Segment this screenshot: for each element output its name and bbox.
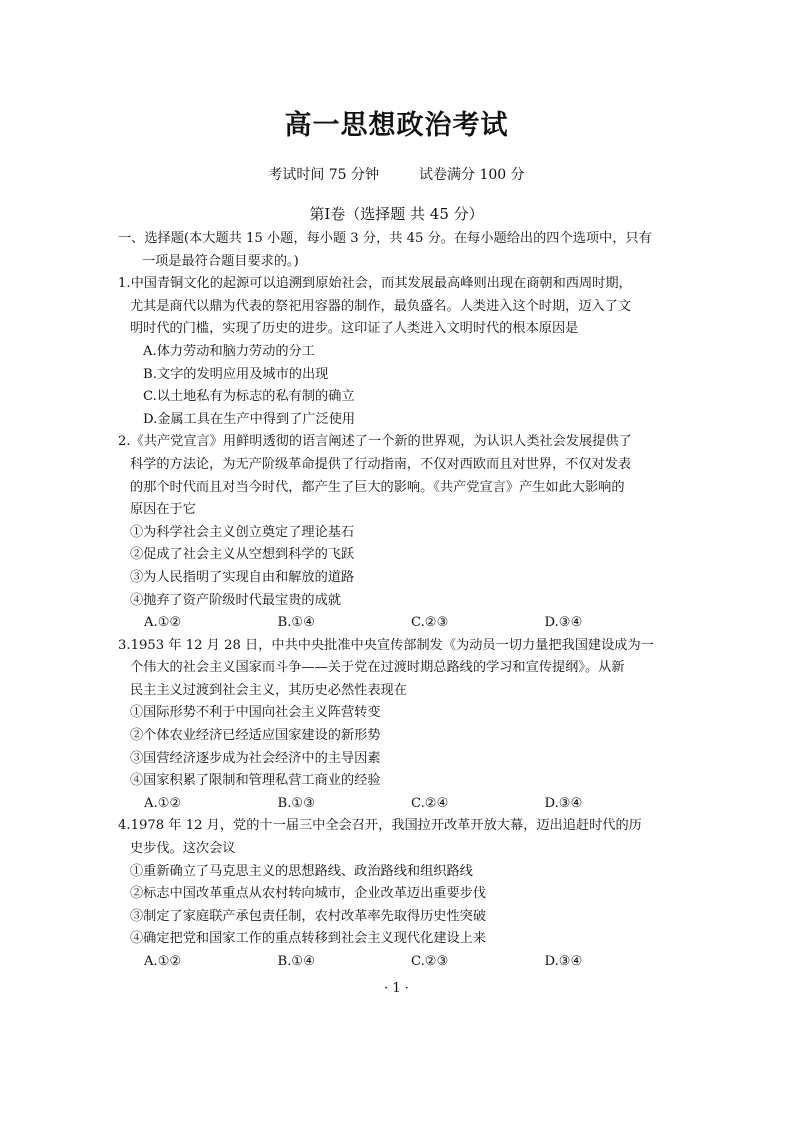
choice-c: C.②③	[411, 954, 449, 969]
choice-c: C.②③	[411, 615, 449, 631]
statement-4: ④确定把党和国家工作的重点转移到社会主义现代化建设上来	[130, 931, 487, 947]
statement-3: ③制定了家庭联产承包责任制，农村改革率先取得历史性突破	[130, 908, 487, 924]
section-heading: 第Ⅰ卷（选择题 共 45 分）	[309, 205, 484, 223]
question-stem: 史步伐。这次会议	[130, 841, 236, 857]
question-4	[118, 815, 678, 973]
question-stem: 尤其是商代以鼎为代表的祭祀用容器的制作，最负盛名。人类进入这个时期，迈入了文	[130, 298, 632, 314]
choice-d: D.③④	[544, 954, 583, 969]
statement-1: ①国际形势不利于中国向社会主义阵营转变	[130, 705, 381, 721]
statement-2: ②标志中国改革重点从农村转向城市，企业改革迈出重要步伐	[130, 886, 487, 902]
question-stem: 科学的方法论，为无产阶级革命提供了行动指南，不仅对西欧而且对世界，不仅对发表	[130, 456, 632, 472]
choice-a: A.①②	[144, 615, 182, 631]
statement-3: ③国营经济逐步成为社会经济中的主导因素	[130, 750, 381, 766]
question-stem: 1.中国青铜文化的起源可以追溯到原始社会，而其发展最高峰则出现在商朝和西周时期，	[118, 276, 632, 292]
statement-2: ②个体农业经济已经适应国家建设的新形势	[130, 728, 381, 744]
page-number: · 1 ·	[384, 981, 409, 996]
instruction: 一、选择题(本大题共 15 小题，每小题 3 分，共 45 分。在每小题给出的四个选项中，只有	[118, 231, 652, 246]
question-3	[118, 635, 678, 816]
statement-4: ④国家积累了限制和管理私营工商业的经验	[130, 773, 381, 789]
exam-time: 考试时间 75 分钟	[268, 167, 380, 183]
instruction: 一项是最符合题目要求的。)	[142, 253, 299, 269]
choice-b: B.①③	[277, 795, 316, 811]
question-1	[118, 273, 678, 431]
question-stem: 原因在于它	[130, 502, 196, 518]
choice-a: A.①②	[144, 795, 182, 811]
question-stem: 2.《共产党宣言》用鲜明透彻的语言阐述了一个新的世界观，为认识人类社会发展提供了	[118, 434, 632, 450]
question-stem: 民主主义过渡到社会主义，其历史必然性表现在	[130, 682, 407, 698]
choice-b: B.①④	[277, 615, 316, 631]
statement-4: ④抛弃了资产阶级时代最宝贵的成就	[130, 592, 341, 608]
choice-c: C.②④	[411, 795, 449, 811]
choice-b: B.①④	[277, 954, 316, 969]
answer-choices	[118, 612, 678, 635]
choice-d: D.③④	[544, 795, 583, 811]
answer-choices	[118, 951, 678, 974]
exam-title: 高一思想政治考试	[284, 110, 509, 141]
statement-1: ①重新确立了马克思主义的思想路线、政治路线和组织路线	[130, 863, 473, 879]
option-d: D.金属工具在生产中得到了广泛使用	[143, 411, 356, 427]
option-a: A.体力劳动和脑力劳动的分工	[143, 343, 315, 359]
choice-d: D.③④	[544, 615, 583, 631]
exam-info	[0, 164, 793, 184]
statement-2: ②促成了社会主义从空想到科学的飞跃	[130, 547, 355, 563]
statement-3: ③为人民指明了实现自由和解放的道路	[130, 569, 355, 585]
question-stem: 3.1953 年 12 月 28 日，中共中央批准中央宣传部制发《为动员一切力量把我国建设成为一	[118, 637, 654, 653]
statement-1: ①为科学社会主义创立奠定了理论基石	[130, 524, 355, 540]
option-b: B.文字的发明应用及城市的出现	[143, 366, 329, 382]
question-stem: 4.1978 年 12 月，党的十一届三中全会召开，我国拉开改革开放大幕，迈出追赶时代的历	[118, 818, 642, 834]
question-stem: 明时代的门槛，实现了历史的进步。这印证了人类进入文明时代的根本原因是	[130, 321, 579, 337]
question-2	[118, 431, 678, 634]
question-stem: 个伟大的社会主义国家而斗争——关于党在过渡时期总路线的学习和宣传提纲》。从新	[130, 660, 625, 676]
exam-full-score: 试卷满分 100 分	[419, 167, 525, 183]
question-stem: 的那个时代而且对当今时代，都产生了巨大的影响。《共产党宣言》产生如此大影响的	[130, 479, 625, 495]
answer-choices	[118, 793, 678, 816]
choice-a: A.①②	[144, 954, 182, 969]
option-c: C.以土地私有为标志的私有制的确立	[143, 389, 355, 405]
questions-body	[118, 228, 678, 974]
